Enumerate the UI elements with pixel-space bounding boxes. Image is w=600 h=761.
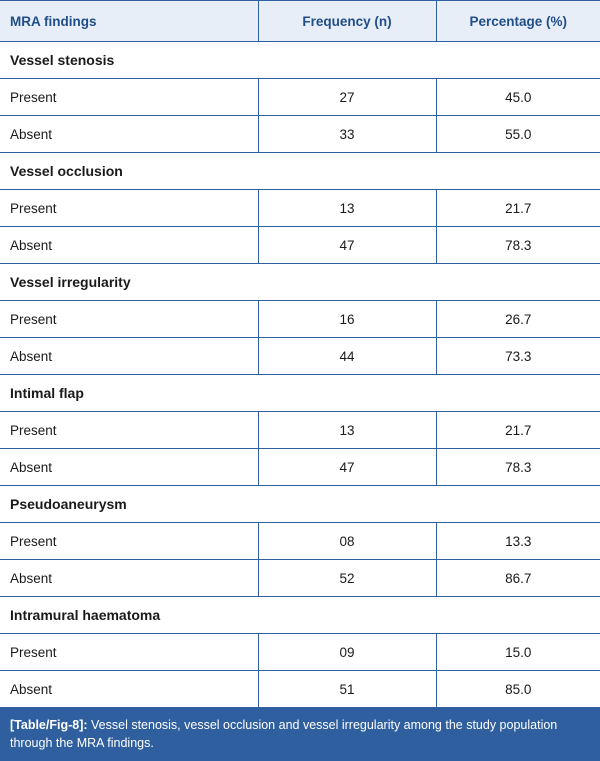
row-frequency: 09 [258, 634, 436, 671]
table-row [0, 227, 600, 264]
row-label: Present [0, 79, 258, 116]
table-row [0, 338, 600, 375]
table-group-row [0, 375, 600, 412]
table-body [0, 42, 600, 708]
table-row [0, 449, 600, 486]
row-percentage: 55.0 [436, 116, 600, 153]
table-row [0, 634, 600, 671]
column-header-percentage: Percentage (%) [436, 1, 600, 42]
row-percentage: 15.0 [436, 634, 600, 671]
row-frequency: 16 [258, 301, 436, 338]
group-label-vessel-stenosis: Vessel stenosis [0, 42, 600, 79]
row-percentage: 21.7 [436, 190, 600, 227]
row-label: Absent [0, 116, 258, 153]
row-frequency: 47 [258, 227, 436, 264]
table-group-row [0, 42, 600, 79]
table-caption [0, 708, 600, 761]
row-frequency: 08 [258, 523, 436, 560]
table-row [0, 79, 600, 116]
table-group-row [0, 486, 600, 523]
row-percentage: 21.7 [436, 412, 600, 449]
table-caption-tag: [Table/Fig-8]: [10, 718, 88, 732]
table-group-row [0, 153, 600, 190]
group-label-intimal-flap: Intimal flap [0, 375, 600, 412]
group-label-vessel-irregularity: Vessel irregularity [0, 264, 600, 301]
row-frequency: 51 [258, 671, 436, 708]
row-percentage: 73.3 [436, 338, 600, 375]
row-label: Present [0, 301, 258, 338]
row-percentage: 78.3 [436, 449, 600, 486]
table-row [0, 671, 600, 708]
row-frequency: 47 [258, 449, 436, 486]
group-label-pseudoaneurysm: Pseudoaneurysm [0, 486, 600, 523]
row-frequency: 33 [258, 116, 436, 153]
row-label: Present [0, 190, 258, 227]
row-percentage: 13.3 [436, 523, 600, 560]
column-header-frequency: Frequency (n) [258, 1, 436, 42]
row-label: Present [0, 523, 258, 560]
row-label: Absent [0, 560, 258, 597]
row-percentage: 45.0 [436, 79, 600, 116]
row-frequency: 27 [258, 79, 436, 116]
table-row [0, 523, 600, 560]
table-header [0, 1, 600, 42]
table-group-row [0, 597, 600, 634]
row-label: Absent [0, 338, 258, 375]
row-percentage: 86.7 [436, 560, 600, 597]
table-row [0, 116, 600, 153]
row-label: Absent [0, 227, 258, 264]
table-group-row [0, 264, 600, 301]
row-frequency: 13 [258, 412, 436, 449]
table-row [0, 412, 600, 449]
row-frequency: 52 [258, 560, 436, 597]
row-label: Absent [0, 671, 258, 708]
table-header-row [0, 1, 600, 42]
row-frequency: 44 [258, 338, 436, 375]
row-percentage: 78.3 [436, 227, 600, 264]
table-caption-text: Vessel stenosis, vessel occlusion and vessel irregularity among the study population through the MRA findings. [10, 718, 558, 751]
group-label-vessel-occlusion: Vessel occlusion [0, 153, 600, 190]
row-frequency: 13 [258, 190, 436, 227]
row-percentage: 26.7 [436, 301, 600, 338]
group-label-intramural-haematoma: Intramural haematoma [0, 597, 600, 634]
column-header-findings: MRA findings [0, 1, 258, 42]
row-label: Absent [0, 449, 258, 486]
table-row [0, 301, 600, 338]
table-row [0, 560, 600, 597]
row-label: Present [0, 412, 258, 449]
row-percentage: 85.0 [436, 671, 600, 708]
row-label: Present [0, 634, 258, 671]
table-row [0, 190, 600, 227]
